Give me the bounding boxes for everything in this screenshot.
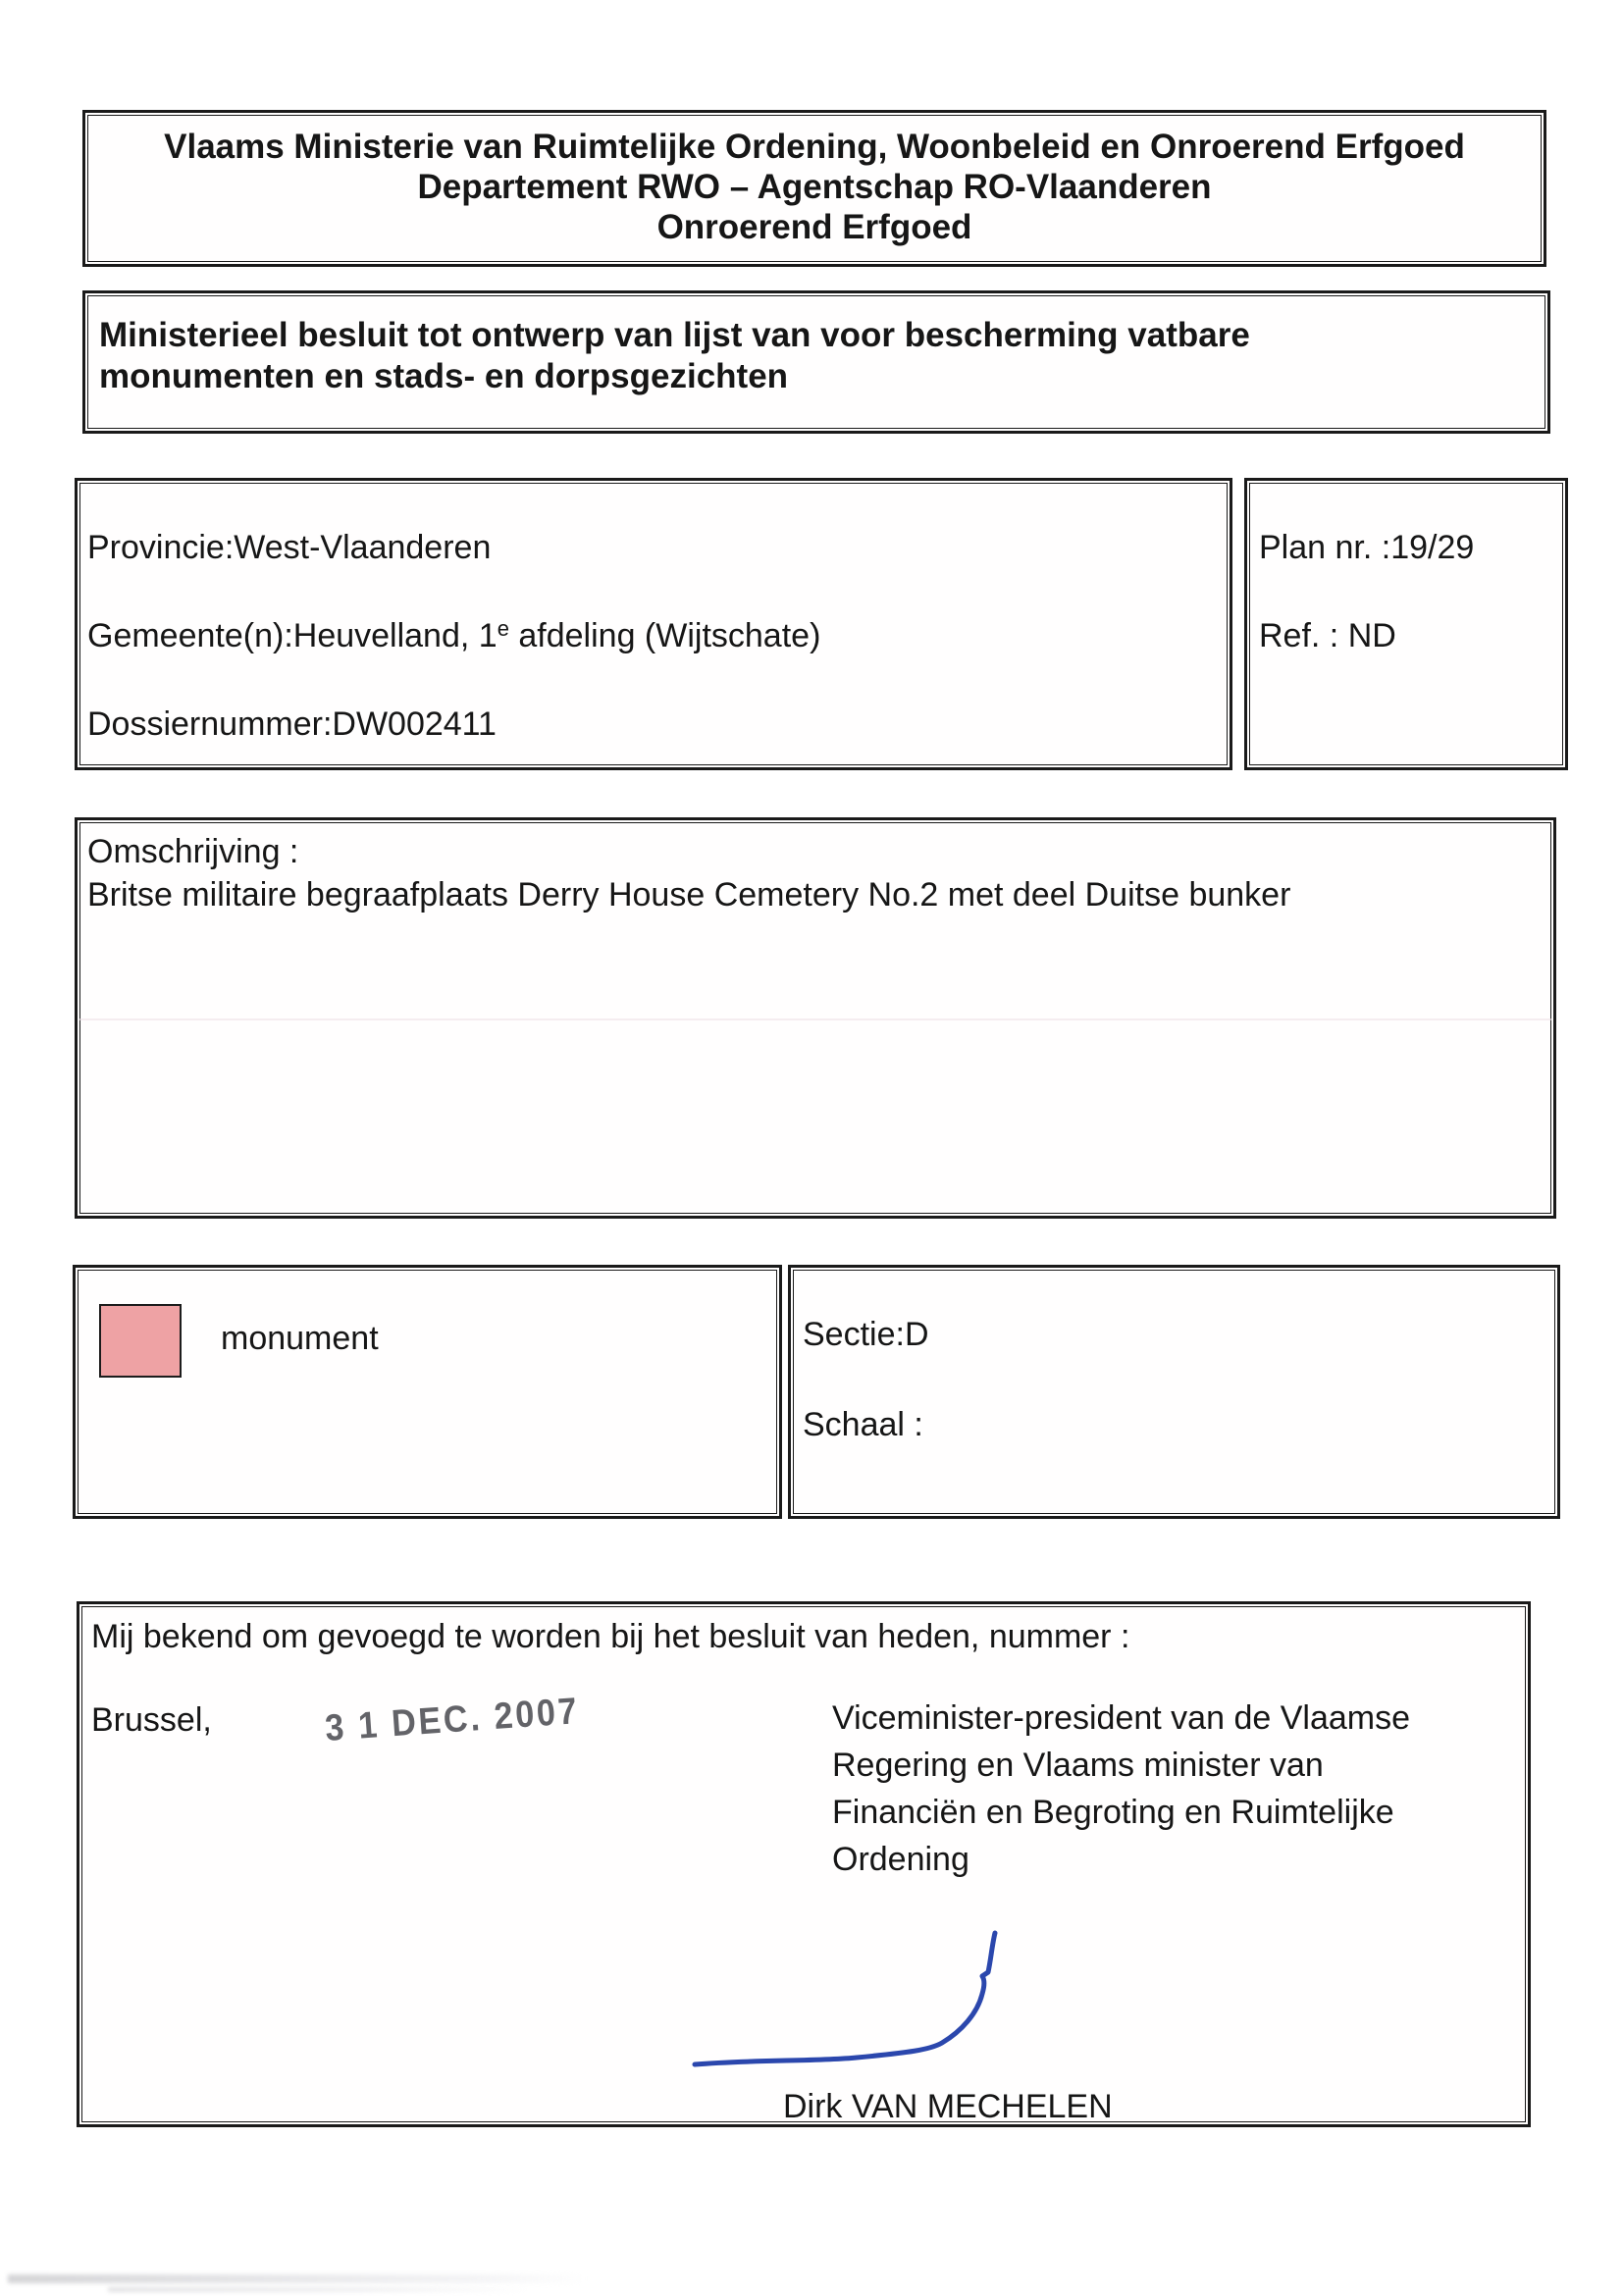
decree-title-box bbox=[82, 290, 1550, 434]
plan-nr-field: Plan nr. :19/29 bbox=[1259, 529, 1475, 566]
omschrijving-box bbox=[75, 817, 1556, 1219]
omschrijving-label: Omschrijving : bbox=[87, 833, 299, 870]
agency-name: Onroerend Erfgoed bbox=[656, 208, 972, 246]
sectie-field: Sectie:D bbox=[803, 1316, 929, 1353]
scan-smudge bbox=[8, 2274, 587, 2283]
date-stamp: 3 1 DEC. 2007 bbox=[324, 1691, 581, 1750]
plan-ref-box bbox=[1244, 478, 1568, 770]
schaal-field: Schaal : bbox=[803, 1406, 923, 1443]
minister-title-line4: Ordening bbox=[832, 1841, 969, 1878]
decree-title-line2: monumenten en stads- en dorpsgezichten bbox=[99, 357, 789, 395]
inner-border bbox=[78, 1270, 777, 1514]
monument-label: monument bbox=[221, 1320, 379, 1357]
minister-title-line2: Regering en Vlaams minister van bbox=[832, 1747, 1324, 1784]
department-name: Departement RWO – Agentschap RO-Vlaanderen bbox=[417, 168, 1212, 206]
scan-artifact-line bbox=[79, 1018, 1551, 1020]
signer-name: Dirk VAN MECHELEN bbox=[783, 2088, 1113, 2125]
ref-field: Ref. : ND bbox=[1259, 617, 1396, 654]
dossiernummer-field: Dossiernummer:DW002411 bbox=[87, 705, 497, 743]
city-label: Brussel, bbox=[91, 1701, 212, 1739]
ministry-header-box bbox=[82, 110, 1546, 267]
omschrijving-text: Britse militaire begraafplaats Derry House Cemetery No.2 met deel Duitse bunker bbox=[87, 876, 1291, 913]
legend-box bbox=[73, 1265, 782, 1519]
ministry-name: Vlaams Ministerie van Ruimtelijke Ordening, Woonbeleid en Onroerend Erfgoed bbox=[164, 128, 1465, 166]
sectie-schaal-box bbox=[788, 1265, 1560, 1519]
provincie-field: Provincie:West-Vlaanderen bbox=[87, 529, 492, 566]
signature-path bbox=[695, 1933, 995, 2064]
gemeente-text: Gemeente(n):Heuvelland, 1 bbox=[87, 617, 497, 654]
monument-color-swatch bbox=[99, 1304, 182, 1378]
decree-title-line1: Ministerieel besluit tot ontwerp van lijst van voor bescherming vatbare bbox=[99, 316, 1250, 354]
signature-stroke bbox=[646, 1921, 1019, 2078]
signoff-box bbox=[77, 1601, 1531, 2127]
scan-smudge bbox=[108, 2287, 530, 2292]
known-statement: Mij bekend om gevoegd te worden bij het besluit van heden, nummer : bbox=[91, 1618, 1130, 1655]
location-details-box bbox=[75, 478, 1232, 770]
inner-border bbox=[793, 1270, 1555, 1514]
gemeente-field bbox=[87, 616, 820, 655]
gemeente-superscript: e bbox=[497, 616, 509, 641]
minister-title-line1: Viceminister-president van de Vlaamse bbox=[832, 1699, 1410, 1737]
minister-title-line3: Financiën en Begroting en Ruimtelijke bbox=[832, 1794, 1394, 1831]
gemeente-suffix: afdeling (Wijtschate) bbox=[508, 617, 821, 654]
